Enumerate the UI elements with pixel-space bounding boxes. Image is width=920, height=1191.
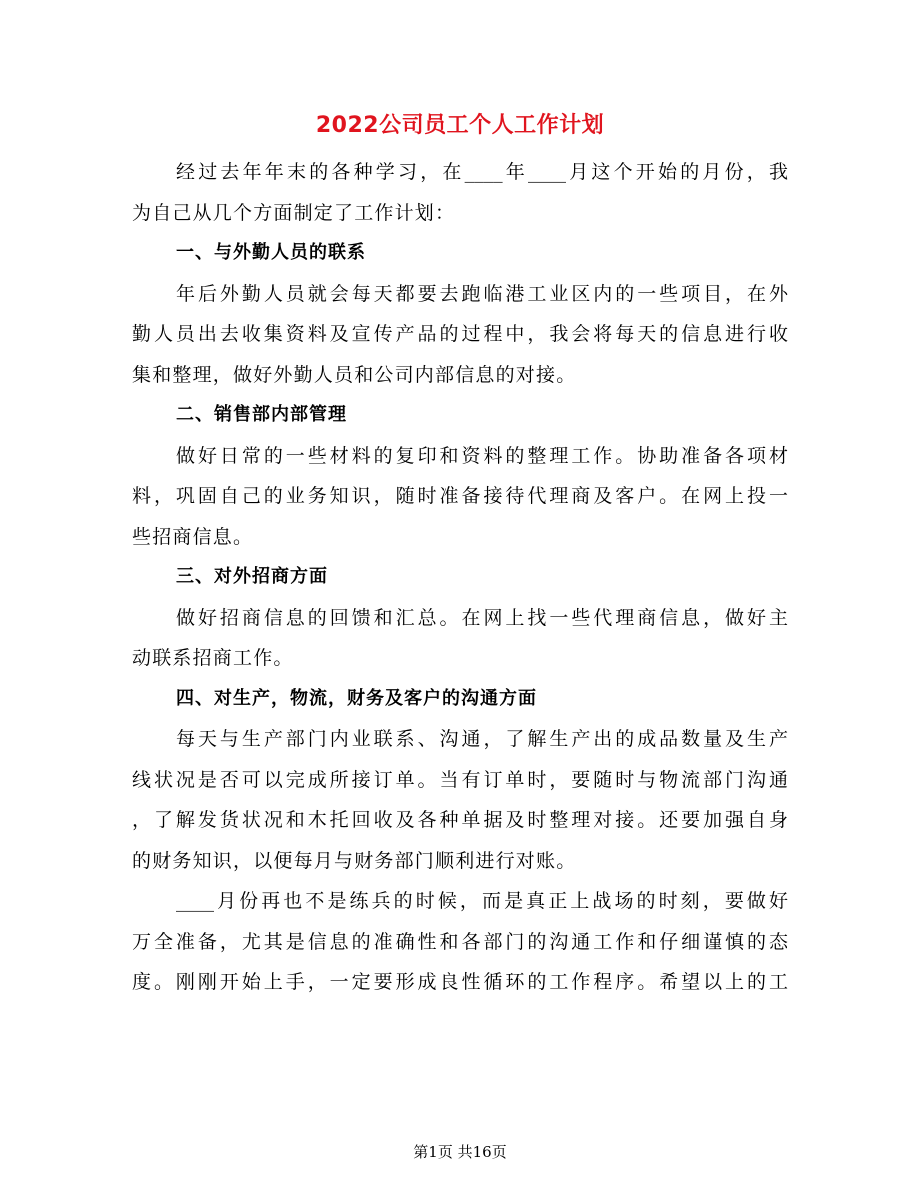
paragraph-line: 勤人员出去收集资料及宣传产品的过程中，我会将每天的信息进行收 [132, 323, 788, 345]
paragraph-line: 年后外勤人员就会每天都要去跑临港工业区内的一些项目，在外 [176, 283, 788, 305]
closing-line-1: ____月份再也不是练兵的时候，而是真正上战场的时刻，要做好 [176, 890, 788, 912]
paragraph-line: 线状况是否可以完成所接订单。当有订单时，要随时与物流部门沟通 [132, 769, 788, 791]
document-title: 2022公司员工个人工作计划 [315, 113, 605, 138]
section-heading-1: 一、与外勤人员的联系 [176, 242, 366, 263]
paragraph-line: 做好日常的一些材料的复印和资料的整理工作。协助准备各项材 [176, 445, 788, 467]
section-heading-2: 二、销售部内部管理 [176, 404, 347, 425]
section-heading-4: 四、对生产，物流，财务及客户的沟通方面 [176, 688, 537, 709]
intro-line-1: 经过去年年末的各种学习，在____年____月这个开始的月份，我 [176, 161, 788, 183]
section-heading-3: 三、对外招商方面 [176, 566, 328, 587]
paragraph-line: 集和整理，做好外勤人员和公司内部信息的对接。 [132, 364, 577, 386]
paragraph-line: 做好招商信息的回馈和汇总。在网上找一些代理商信息，做好主 [176, 607, 788, 629]
closing-line-2: 万全准备，尤其是信息的准确性和各部门的沟通工作和仔细谨慎的态 [132, 931, 788, 953]
page-number-footer: 第1页 共16页 [413, 1143, 507, 1161]
intro-line-2: 为自己从几个方面制定了工作计划： [132, 202, 456, 224]
paragraph-line: 些招商信息。 [132, 526, 254, 548]
paragraph-line: 的财务知识，以便每月与财务部门顺利进行对账。 [132, 850, 577, 872]
closing-line-3: 度。刚刚开始上手，一定要形成良性循环的工作程序。希望以上的工 [132, 971, 788, 993]
paragraph-line: ，了解发货状况和木托回收及各种单据及时整理对接。还要加强自身 [132, 809, 788, 831]
paragraph-line: 每天与生产部门内业联系、沟通，了解生产出的成品数量及生产 [176, 728, 788, 750]
paragraph-line: 料，巩固自己的业务知识，随时准备接待代理商及客户。在网上投一 [132, 485, 788, 507]
paragraph-line: 动联系招商工作。 [132, 647, 294, 669]
